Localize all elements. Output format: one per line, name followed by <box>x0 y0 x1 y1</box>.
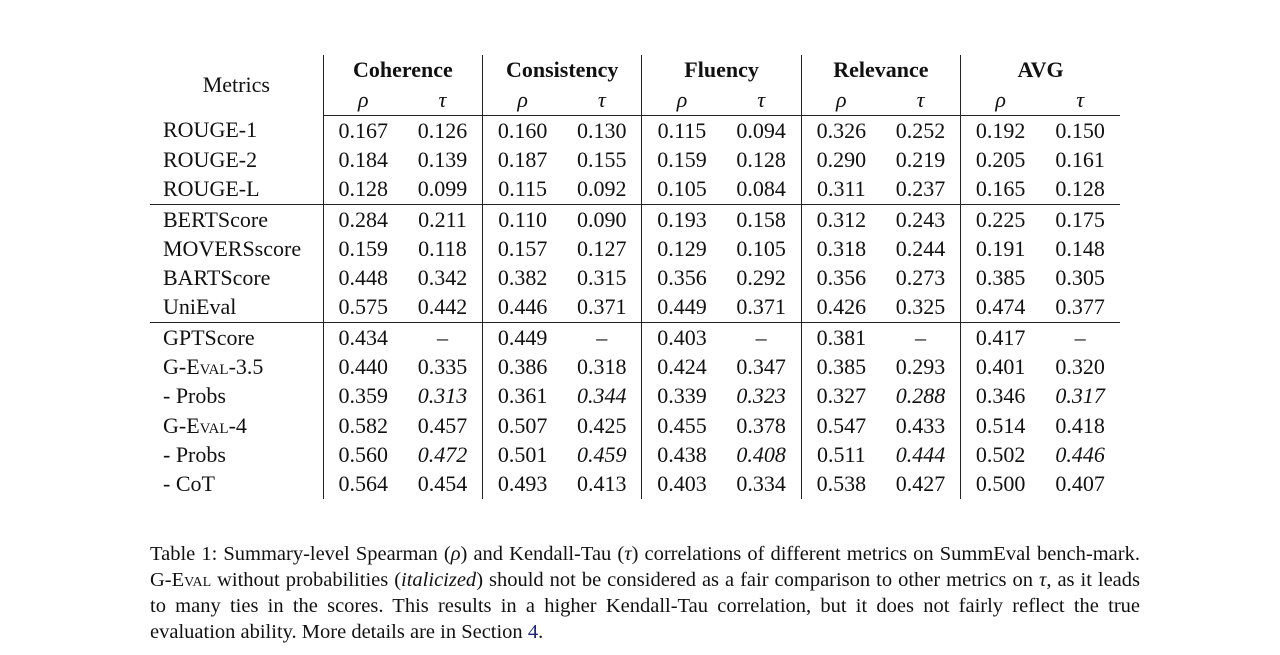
rho-value-cell: 0.455 <box>642 411 722 440</box>
rho-symbol: ρ <box>450 542 461 565</box>
rho-value-cell: 0.500 <box>961 470 1041 499</box>
rho-value-cell: 0.403 <box>642 323 722 353</box>
tau-value-cell: – <box>722 323 802 353</box>
tau-value-cell: 0.150 <box>1055 117 1105 143</box>
rho-value-cell: 0.339 <box>642 382 722 411</box>
rho-value-cell: 0.501 <box>483 440 563 469</box>
metric-name: GPTScore <box>150 323 323 353</box>
rho-value-cell: 0.382 <box>483 263 563 292</box>
metrics-header: Metrics <box>202 72 270 98</box>
tau-value-cell: 0.344 <box>577 383 627 409</box>
group-header-consistency: Consistency <box>483 55 642 85</box>
tau-value-cell: 0.099 <box>417 176 468 202</box>
rho-value-cell: 0.105 <box>642 175 722 205</box>
table-row <box>150 116 1120 146</box>
tau-value-cell: 0.457 <box>417 412 468 438</box>
rho-value-cell: 0.159 <box>642 145 722 174</box>
tau-value-cell: – <box>562 323 642 353</box>
rho-value-cell: 0.582 <box>323 411 403 440</box>
rho-value-cell: 0.448 <box>323 263 403 292</box>
rho-value-cell: 0.449 <box>642 293 722 323</box>
tau-value-cell: 0.315 <box>577 265 627 291</box>
tau-symbol: τ <box>403 85 483 116</box>
tau-value-cell: 0.273 <box>895 265 946 291</box>
caption-text: ) and Kendall-Tau ( <box>460 542 625 565</box>
rho-value-cell: 0.502 <box>961 440 1041 469</box>
rho-value-cell: 0.115 <box>642 116 722 146</box>
rho-value-cell: 0.538 <box>801 470 881 499</box>
tau-value-cell: 0.084 <box>736 176 786 202</box>
tau-value-cell: 0.425 <box>577 412 627 438</box>
tau-value-cell: 0.252 <box>895 117 946 143</box>
rho-value-cell: 0.193 <box>642 204 722 234</box>
tau-value-cell: 0.092 <box>577 176 627 202</box>
tau-value-cell: 0.148 <box>1055 235 1105 261</box>
rho-value-cell: 0.284 <box>323 204 403 234</box>
tau-value-cell: 0.323 <box>736 383 786 409</box>
rho-value-cell: 0.507 <box>483 411 563 440</box>
tau-value-cell: 0.313 <box>417 383 468 409</box>
table-row <box>150 175 1120 205</box>
tau-symbol: τ <box>562 85 642 116</box>
tau-value-cell: 0.418 <box>1055 412 1105 438</box>
tau-value-cell: 0.413 <box>577 471 627 497</box>
tau-value-cell: 0.128 <box>1055 176 1105 202</box>
table-row <box>150 411 1120 440</box>
metric-name: - Probs <box>163 383 226 409</box>
rho-value-cell: 0.449 <box>483 323 563 353</box>
tau-value-cell: 0.161 <box>1055 146 1105 172</box>
rho-value-cell: 0.564 <box>323 470 403 499</box>
tau-value-cell: 0.454 <box>417 471 468 497</box>
rho-value-cell: 0.424 <box>642 352 722 381</box>
table-row <box>150 352 1120 381</box>
table-row <box>150 263 1120 292</box>
tau-value-cell: 0.237 <box>895 176 946 202</box>
rho-value-cell: 0.401 <box>961 352 1041 381</box>
metric-name: UniEval <box>163 294 237 320</box>
tau-value-cell: 0.408 <box>736 441 786 467</box>
rho-value-cell: 0.129 <box>642 234 722 263</box>
tau-value-cell: 0.175 <box>1040 204 1120 234</box>
tau-value-cell: 0.334 <box>736 471 786 497</box>
rho-value-cell: 0.327 <box>801 382 881 411</box>
tau-value-cell: 0.094 <box>736 117 786 143</box>
caption-italic-word: italicized <box>401 568 477 591</box>
tau-value-cell: 0.219 <box>895 146 946 172</box>
metric-name-part: G-E <box>163 412 200 438</box>
tau-value-cell: – <box>1040 323 1120 353</box>
rho-value-cell: 0.426 <box>801 293 881 323</box>
group-header-avg: AVG <box>961 55 1120 85</box>
tau-value-cell: 0.378 <box>736 412 786 438</box>
rho-value-cell: 0.205 <box>961 145 1041 174</box>
rho-value-cell: 0.359 <box>323 382 403 411</box>
tau-value-cell: 0.155 <box>577 146 627 172</box>
metric-name: - CoT <box>163 471 215 497</box>
tau-value-cell: 0.446 <box>1055 441 1105 467</box>
rho-value-cell: 0.159 <box>323 234 403 263</box>
rho-value-cell: 0.192 <box>961 116 1041 146</box>
rho-value-cell: 0.318 <box>801 234 881 263</box>
tau-value-cell: 0.211 <box>403 204 483 234</box>
caption-text: Table 1: Summary-level Spearman ( <box>150 542 451 565</box>
tau-value-cell: 0.118 <box>418 235 467 261</box>
rho-value-cell: 0.381 <box>801 323 881 353</box>
group-header-coherence: Coherence <box>323 55 482 85</box>
rho-value-cell: 0.290 <box>801 145 881 174</box>
rho-value-cell: 0.191 <box>961 234 1041 263</box>
table-row <box>150 234 1120 263</box>
rho-value-cell: 0.385 <box>961 263 1041 292</box>
metric-name: - Probs <box>163 441 226 467</box>
rho-value-cell: 0.547 <box>801 411 881 440</box>
rho-value-cell: 0.128 <box>323 175 403 205</box>
tau-value-cell: 0.293 <box>895 354 946 380</box>
rho-value-cell: 0.403 <box>642 470 722 499</box>
table-row <box>150 470 1120 499</box>
rho-value-cell: 0.165 <box>961 175 1041 205</box>
metric-name: MOVERSscore <box>163 235 302 261</box>
tau-value-cell: 0.126 <box>417 117 468 143</box>
rho-value-cell: 0.385 <box>801 352 881 381</box>
tau-value-cell: 0.371 <box>736 294 786 320</box>
tau-value-cell: 0.325 <box>895 294 946 320</box>
rho-value-cell: 0.575 <box>323 293 403 323</box>
metric-name-smallcaps: val <box>199 354 229 380</box>
tau-value-cell: 0.377 <box>1055 294 1105 320</box>
rho-value-cell: 0.446 <box>483 293 563 323</box>
tau-value-cell: 0.317 <box>1055 383 1105 409</box>
table-row <box>150 382 1120 411</box>
rho-value-cell: 0.187 <box>483 145 563 174</box>
rho-value-cell: 0.115 <box>483 175 563 205</box>
rho-value-cell: 0.311 <box>801 175 881 205</box>
table-row <box>150 204 1120 234</box>
tau-value-cell: 0.407 <box>1055 471 1105 497</box>
caption-text: without probabilities ( <box>211 568 402 591</box>
tau-value-cell: 0.127 <box>577 235 627 261</box>
metric-name: ROUGE-L <box>163 176 260 202</box>
table-caption <box>150 541 1140 645</box>
tau-value-cell: 0.244 <box>895 235 946 261</box>
rho-symbol: ρ <box>323 85 403 116</box>
rho-value-cell: 0.160 <box>483 116 563 146</box>
tau-value-cell: 0.292 <box>736 265 786 291</box>
rho-symbol: ρ <box>642 85 722 116</box>
tau-value-cell: 0.090 <box>562 204 642 234</box>
caption-text: , as it leads to many ties in the scores. This results in a higher Kendall-Tau correlation, but it does not fairly reflect the true evaluation ability. More details are in Section <box>150 568 1141 643</box>
tau-value-cell: 0.128 <box>736 146 786 172</box>
tau-value-cell: 0.305 <box>1055 265 1105 291</box>
tau-symbol: τ <box>722 85 802 116</box>
metric-name: ROUGE-2 <box>163 146 258 172</box>
tau-value-cell: 0.288 <box>895 383 946 409</box>
rho-value-cell: 0.560 <box>323 440 403 469</box>
tau-value-cell: – <box>403 323 483 353</box>
rho-value-cell: 0.386 <box>483 352 563 381</box>
tau-symbol: τ <box>1039 568 1047 591</box>
metric-name-part: -3.5 <box>228 354 264 380</box>
tau-value-cell: 0.371 <box>577 294 627 320</box>
metric-name: BERTScore <box>150 204 323 234</box>
tau-value-cell: 0.130 <box>577 117 627 143</box>
section-link[interactable]: 4 <box>527 620 539 643</box>
rho-value-cell: 0.434 <box>323 323 403 353</box>
rho-value-cell: 0.438 <box>642 440 722 469</box>
rho-value-cell: 0.225 <box>961 204 1041 234</box>
tau-value-cell: 0.347 <box>736 354 786 380</box>
table-row <box>150 293 1120 323</box>
table-row <box>150 323 1120 353</box>
rho-value-cell: 0.361 <box>483 382 563 411</box>
rho-value-cell: 0.110 <box>483 204 563 234</box>
caption-text: ) should not be considered as a fair comparison to other metrics on <box>476 568 1039 591</box>
rho-value-cell: 0.184 <box>323 145 403 174</box>
tau-value-cell: 0.433 <box>895 412 946 438</box>
rho-value-cell: 0.511 <box>801 440 881 469</box>
rho-value-cell: 0.312 <box>801 204 881 234</box>
tau-value-cell: 0.335 <box>417 354 468 380</box>
metric-name <box>150 352 323 381</box>
rho-value-cell: 0.417 <box>961 323 1041 353</box>
rho-symbol: ρ <box>801 85 881 116</box>
tau-value-cell: 0.320 <box>1055 354 1105 380</box>
rho-value-cell: 0.356 <box>642 263 722 292</box>
table-row <box>150 145 1120 174</box>
rho-value-cell: 0.514 <box>961 411 1041 440</box>
tau-value-cell: 0.459 <box>577 441 627 467</box>
caption-smallcaps: val <box>184 568 212 591</box>
tau-value-cell: 0.442 <box>417 294 468 320</box>
rho-value-cell: 0.493 <box>483 470 563 499</box>
rho-symbol: ρ <box>483 85 563 116</box>
tau-symbol: τ <box>881 85 961 116</box>
table-row <box>150 440 1120 469</box>
results-table <box>150 55 1120 499</box>
group-header-relevance: Relevance <box>801 55 960 85</box>
tau-value-cell: 0.472 <box>417 441 468 467</box>
tau-value-cell: 0.444 <box>895 441 946 467</box>
metric-name-part: -4 <box>228 412 247 438</box>
tau-value-cell: 0.342 <box>417 265 468 291</box>
tau-value-cell: 0.158 <box>722 204 802 234</box>
tau-symbol: τ <box>1040 85 1120 116</box>
table-body <box>150 116 1120 499</box>
metric-name <box>150 411 323 440</box>
tau-value-cell: 0.427 <box>895 471 946 497</box>
group-header-fluency: Fluency <box>642 55 801 85</box>
rho-value-cell: 0.356 <box>801 263 881 292</box>
metric-name: BARTScore <box>163 265 271 291</box>
rho-symbol: ρ <box>961 85 1041 116</box>
rho-value-cell: 0.440 <box>323 352 403 381</box>
header-group-row <box>150 55 1120 85</box>
tau-value-cell: 0.139 <box>417 146 468 172</box>
caption-text: ) correlations of different metrics on SummEval bench-mark. G-E <box>150 542 1140 591</box>
rho-value-cell: 0.157 <box>483 234 563 263</box>
tau-value-cell: 0.105 <box>736 235 786 261</box>
caption-text: . <box>538 620 544 643</box>
rho-value-cell: 0.474 <box>961 293 1041 323</box>
metric-name-part: G-E <box>163 354 200 380</box>
rho-value-cell: 0.346 <box>961 382 1041 411</box>
tau-symbol: τ <box>624 542 632 565</box>
metric-name-smallcaps: val <box>199 412 229 438</box>
metric-name: ROUGE-1 <box>163 117 258 143</box>
tau-value-cell: 0.243 <box>881 204 961 234</box>
rho-value-cell: 0.326 <box>801 116 881 146</box>
tau-value-cell: – <box>881 323 961 353</box>
rho-value-cell: 0.167 <box>323 116 403 146</box>
tau-value-cell: 0.318 <box>577 354 627 380</box>
